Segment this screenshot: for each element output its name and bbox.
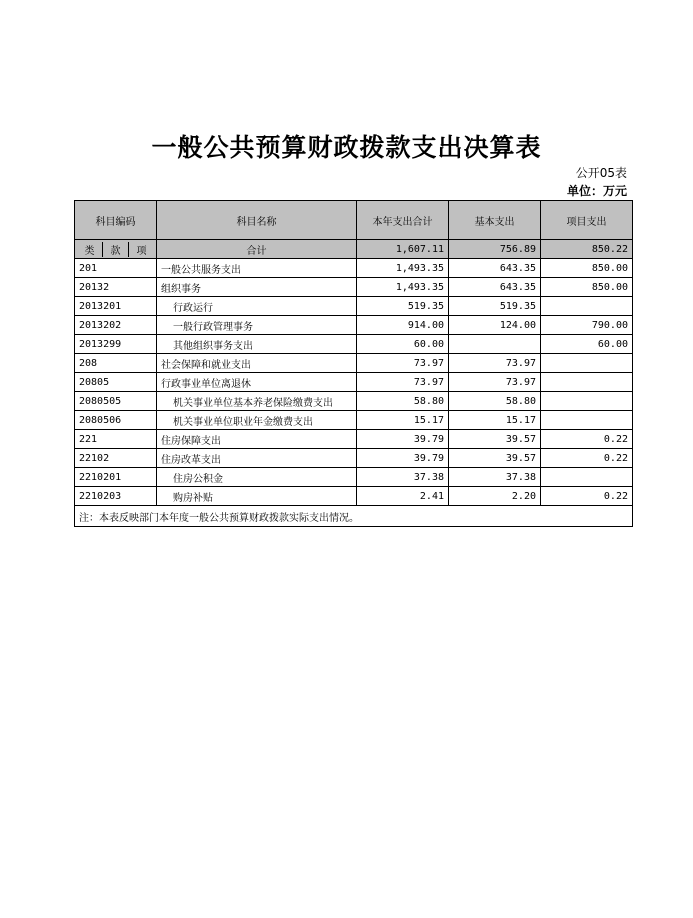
row-project [541, 297, 633, 316]
document-title: 一般公共预算财政拨款支出决算表 [151, 133, 542, 162]
level-lei: 类 [84, 245, 95, 257]
row-total: 37.38 [357, 468, 449, 487]
row-name: 机关事业单位职业年金缴费支出 [157, 411, 357, 430]
table-row [75, 468, 633, 487]
row-code: 2210201 [75, 468, 157, 487]
row-basic: 39.57 [449, 449, 541, 468]
row-basic: 58.80 [449, 392, 541, 411]
row-project [541, 411, 633, 430]
row-code: 2210203 [75, 487, 157, 506]
row-total: 73.97 [357, 373, 449, 392]
row-name: 一般行政管理事务 [157, 316, 357, 335]
row-total: 914.00 [357, 316, 449, 335]
row-basic: 73.97 [449, 354, 541, 373]
table-row [75, 278, 633, 297]
table-row [75, 297, 633, 316]
row-basic: 124.00 [449, 316, 541, 335]
row-project [541, 354, 633, 373]
header-row [75, 201, 633, 240]
row-project [541, 392, 633, 411]
total-row [75, 240, 633, 259]
row-project: 790.00 [541, 316, 633, 335]
row-project: 0.22 [541, 430, 633, 449]
expenditure-table [74, 200, 633, 527]
row-total: 15.17 [357, 411, 449, 430]
row-code: 2013201 [75, 297, 157, 316]
row-total: 519.35 [357, 297, 449, 316]
row-name: 购房补贴 [157, 487, 357, 506]
row-code: 2013202 [75, 316, 157, 335]
table-row [75, 411, 633, 430]
row-total: 58.80 [357, 392, 449, 411]
row-basic [449, 335, 541, 354]
row-total: 2.41 [357, 487, 449, 506]
row-code: 2013299 [75, 335, 157, 354]
row-total: 39.79 [357, 430, 449, 449]
row-name: 行政运行 [157, 297, 357, 316]
row-project: 850.00 [541, 259, 633, 278]
table-row [75, 354, 633, 373]
total-basic: 756.89 [449, 240, 541, 259]
table-row [75, 392, 633, 411]
header-name: 科目名称 [157, 201, 357, 240]
row-project [541, 373, 633, 392]
total-project: 850.22 [541, 240, 633, 259]
row-name: 机关事业单位基本养老保险缴费支出 [157, 392, 357, 411]
table-row [75, 316, 633, 335]
row-project: 0.22 [541, 449, 633, 468]
row-total: 39.79 [357, 449, 449, 468]
total-label: 合计 [157, 240, 357, 259]
row-basic: 643.35 [449, 259, 541, 278]
row-total: 1,493.35 [357, 259, 449, 278]
row-project [541, 468, 633, 487]
table-row [75, 373, 633, 392]
category-levels [75, 240, 157, 259]
row-name: 其他组织事务支出 [157, 335, 357, 354]
total-amount: 1,607.11 [357, 240, 449, 259]
row-code: 208 [75, 354, 157, 373]
row-basic: 39.57 [449, 430, 541, 449]
table-row [75, 430, 633, 449]
row-total: 1,493.35 [357, 278, 449, 297]
row-basic: 519.35 [449, 297, 541, 316]
row-code: 2080505 [75, 392, 157, 411]
row-code: 20132 [75, 278, 157, 297]
row-project: 0.22 [541, 487, 633, 506]
row-total: 73.97 [357, 354, 449, 373]
row-name: 一般公共服务支出 [157, 259, 357, 278]
row-name: 住房公积金 [157, 468, 357, 487]
header-project: 项目支出 [541, 201, 633, 240]
row-project: 850.00 [541, 278, 633, 297]
level-xiang: 项 [128, 242, 154, 257]
row-code: 22102 [75, 449, 157, 468]
row-name: 住房改革支出 [157, 449, 357, 468]
row-project: 60.00 [541, 335, 633, 354]
header-total: 本年支出合计 [357, 201, 449, 240]
row-basic: 2.20 [449, 487, 541, 506]
row-name: 行政事业单位离退休 [157, 373, 357, 392]
row-name: 住房保障支出 [157, 430, 357, 449]
row-code: 221 [75, 430, 157, 449]
row-name: 组织事务 [157, 278, 357, 297]
row-basic: 15.17 [449, 411, 541, 430]
row-code: 201 [75, 259, 157, 278]
row-name: 社会保障和就业支出 [157, 354, 357, 373]
row-basic: 73.97 [449, 373, 541, 392]
table-row [75, 335, 633, 354]
note-row [75, 506, 633, 527]
table-row [75, 487, 633, 506]
unit-label: 单位：万元 [566, 184, 627, 198]
header-basic: 基本支出 [449, 201, 541, 240]
level-kuan: 款 [102, 242, 128, 257]
table-row [75, 449, 633, 468]
row-code: 2080506 [75, 411, 157, 430]
table-note: 注：本表反映部门本年度一般公共预算财政拨款实际支出情况。 [75, 506, 633, 527]
form-number: 公开05表 [575, 166, 627, 180]
row-basic: 643.35 [449, 278, 541, 297]
table-row [75, 259, 633, 278]
row-basic: 37.38 [449, 468, 541, 487]
row-code: 20805 [75, 373, 157, 392]
header-code: 科目编码 [75, 201, 157, 240]
row-total: 60.00 [357, 335, 449, 354]
